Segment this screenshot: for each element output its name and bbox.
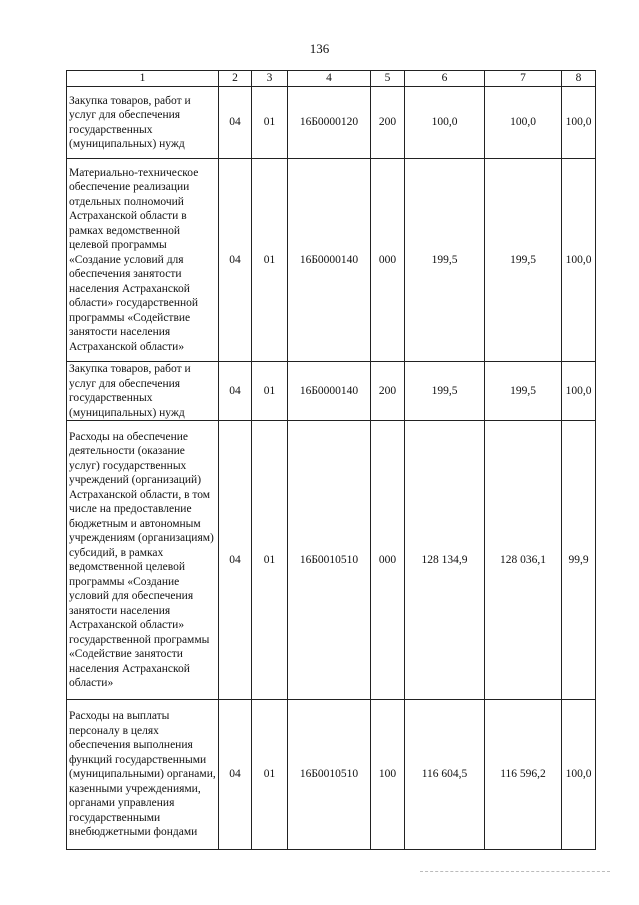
planned-amount: 116 604,5 xyxy=(405,700,485,850)
section-code: 04 xyxy=(219,700,252,850)
expense-type-code: 100 xyxy=(371,700,405,850)
table-row xyxy=(67,421,596,700)
expense-type-code: 000 xyxy=(371,421,405,700)
scan-edge-rule xyxy=(420,871,610,872)
section-code: 04 xyxy=(219,421,252,700)
row-description: Материально-техническое обеспечение реализации отдельных полномочий Астраханской области в рамках ведомственной целевой программы «Создание условий для обеспечения занятости населения Астраханской области» государственной программы «Содействие занятости населения Астраханской области» xyxy=(67,159,219,362)
table-row xyxy=(67,700,596,850)
row-description: Расходы на выплаты персоналу в целях обеспечения выполнения функций государственными (муниципальными) органами, казенными учреждениями, органами управления государственными внебюджетными фондами xyxy=(67,700,219,850)
page-number: 136 xyxy=(309,41,330,56)
row-description: Закупка товаров, работ и услуг для обеспечения государственных (муниципальных) нужд xyxy=(67,362,219,421)
executed-amount: 199,5 xyxy=(485,362,562,421)
row-description: Закупка товаров, работ и услуг для обеспечения государственных (муниципальных) нужд xyxy=(67,87,219,159)
executed-amount: 100,0 xyxy=(485,87,562,159)
subsection-code: 01 xyxy=(252,159,288,362)
column-header: 8 xyxy=(562,71,596,87)
column-header: 6 xyxy=(405,71,485,87)
target-article-code: 16Б0000120 xyxy=(288,87,371,159)
planned-amount: 100,0 xyxy=(405,87,485,159)
table-row xyxy=(67,87,596,159)
expense-type-code: 000 xyxy=(371,159,405,362)
section-code: 04 xyxy=(219,87,252,159)
execution-percent: 100,0 xyxy=(562,87,596,159)
column-header: 4 xyxy=(288,71,371,87)
table-row xyxy=(67,159,596,362)
section-code: 04 xyxy=(219,159,252,362)
column-header: 3 xyxy=(252,71,288,87)
execution-percent: 99,9 xyxy=(562,421,596,700)
execution-percent: 100,0 xyxy=(562,362,596,421)
target-article-code: 16Б0000140 xyxy=(288,159,371,362)
target-article-code: 16Б0000140 xyxy=(288,362,371,421)
column-header: 5 xyxy=(371,71,405,87)
row-description: Расходы на обеспечение деятельности (оказание услуг) государственных учреждений (организаций) Астраханской области, в том числе на предоставление бюджетным и автономным учреждениям (организациям) субсидий, в рамках ведомственной целевой программы «Создание условий для обеспечения занятости населения Астраханской области» государственной программы «Содействие занятости населения Астраханской области» xyxy=(67,421,219,700)
target-article-code: 16Б0010510 xyxy=(288,421,371,700)
column-header: 7 xyxy=(485,71,562,87)
expense-type-code: 200 xyxy=(371,87,405,159)
column-header: 2 xyxy=(219,71,252,87)
column-number-row xyxy=(67,71,596,87)
subsection-code: 01 xyxy=(252,87,288,159)
planned-amount: 128 134,9 xyxy=(405,421,485,700)
expense-type-code: 200 xyxy=(371,362,405,421)
execution-percent: 100,0 xyxy=(562,159,596,362)
budget-table xyxy=(66,70,596,850)
table-row xyxy=(67,362,596,421)
target-article-code: 16Б0010510 xyxy=(288,700,371,850)
executed-amount: 116 596,2 xyxy=(485,700,562,850)
execution-percent: 100,0 xyxy=(562,700,596,850)
subsection-code: 01 xyxy=(252,421,288,700)
executed-amount: 128 036,1 xyxy=(485,421,562,700)
planned-amount: 199,5 xyxy=(405,362,485,421)
subsection-code: 01 xyxy=(252,700,288,850)
section-code: 04 xyxy=(219,362,252,421)
executed-amount: 199,5 xyxy=(485,159,562,362)
subsection-code: 01 xyxy=(252,362,288,421)
planned-amount: 199,5 xyxy=(405,159,485,362)
column-header: 1 xyxy=(67,71,219,87)
